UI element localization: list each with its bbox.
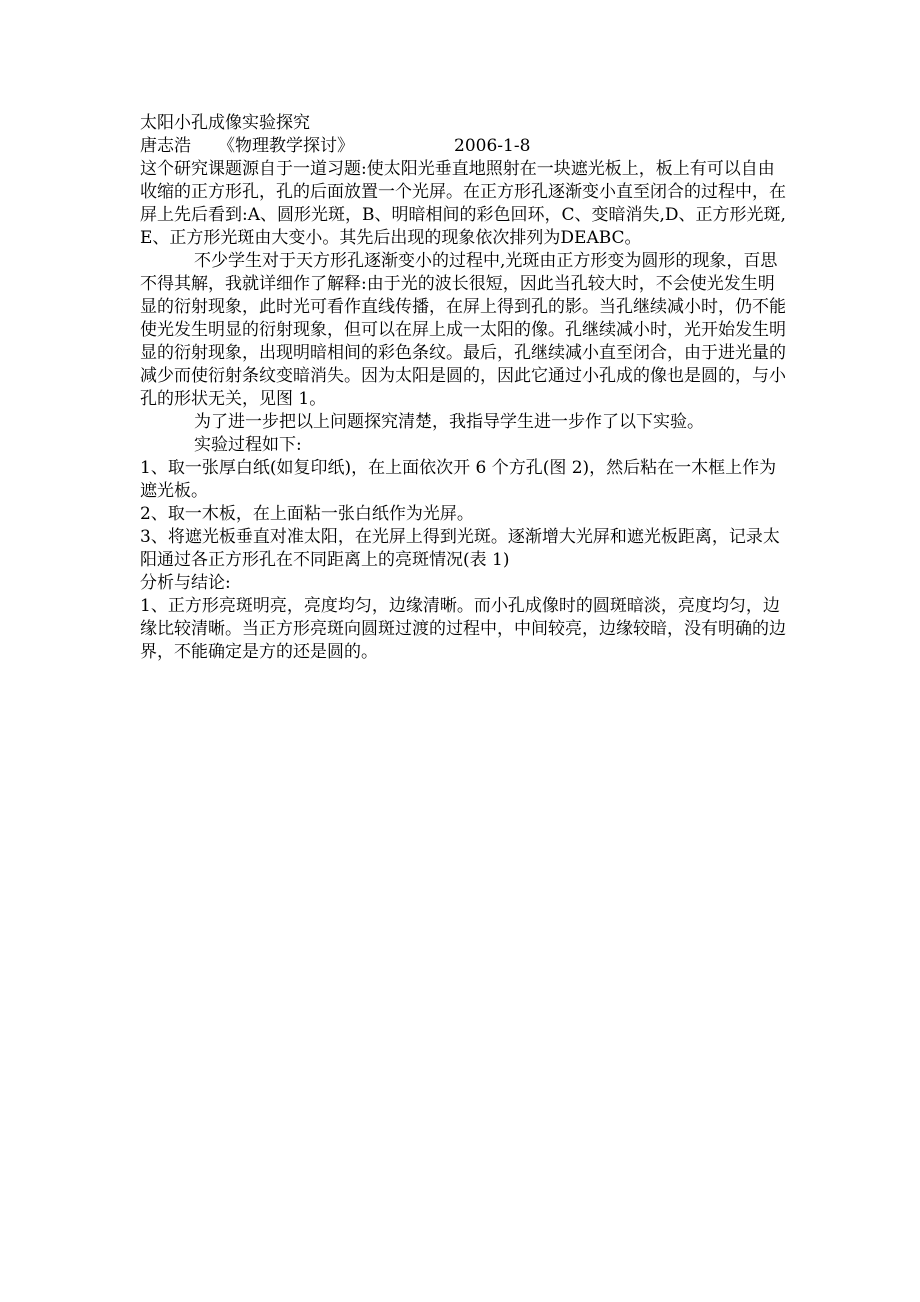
analysis-heading: 分析与结论: xyxy=(140,573,231,593)
paragraph-experiment-intro: 为了进一步把以上问题探究清楚，我指导学生进一步作了以下实验。 xyxy=(194,412,704,432)
procedure-step-1: 1、取一张厚白纸(如复印纸)，在上面依次开 6 个方孔(图 2)，然后粘在一木框上作为遮光板。 xyxy=(140,458,777,501)
paragraph-procedure-heading: 实验过程如下: xyxy=(194,435,302,455)
publication-source: 《物理教学探讨》 xyxy=(218,136,354,156)
paragraph-explanation: 不少学生对于天方形孔逐渐变小的过程中,光斑由正方形变为圆形的现象，百思不得其解，我就详细作了解释:由于光的波长很短，因此当孔较大时，不会使光发生明显的衍射现象，此时光可看作直线传播，在屏上得到孔的影。当孔继续减小时，仍不能使光发生明显的衍射现象，但可以在屏上成一太阳的像。孔继续减小时，光开始发生明显的衍射现象，出现明暗相间的彩色条纹。最后，孔继续减小直至闭合，由于进光量的减少而使衍射条纹变暗消失。因为太阳是圆的，因此它通过小孔成的像也是圆的，与小孔的形状无关，见图 1。 xyxy=(140,251,786,409)
paragraph-intro: 这个研究课题源自于一道习题:使太阳光垂直地照射在一块遮光板上，板上有可以自由收缩的正方形孔，孔的后面放置一个光屏。在正方形孔逐渐变小直至闭合的过程中，在屏上先后看到:A、圆形光斑，B、明暗相间的彩色回环，C、变暗消失,D、正方形光斑,E、正方形光斑由大变小。其先后出现的现象依次排列为DEABC。 xyxy=(140,159,786,248)
document-title: 太阳小孔成像实验探究 xyxy=(140,113,310,133)
document-body xyxy=(140,112,790,664)
procedure-step-3: 3、将遮光板垂直对准太阳，在光屏上得到光斑。逐渐增大光屏和遮光板距离，记录太阳通过各正方形孔在不同距离上的亮斑情况(表 1) xyxy=(140,527,780,570)
procedure-step-2: 2、取一木板，在上面粘一张白纸作为光屏。 xyxy=(140,504,474,524)
analysis-item-1: 1、正方形亮斑明亮，亮度均匀，边缘清晰。而小孔成像时的圆斑暗淡，亮度均匀，边缘比较清晰。当正方形亮斑向圆斑过渡的过程中，中间较亮，边缘较暗，没有明确的边界，不能确定是方的还是圆的。 xyxy=(140,596,786,662)
byline xyxy=(140,135,790,158)
publication-date: 2006-1-8 xyxy=(454,136,531,156)
author-name: 唐志浩 xyxy=(140,136,191,156)
